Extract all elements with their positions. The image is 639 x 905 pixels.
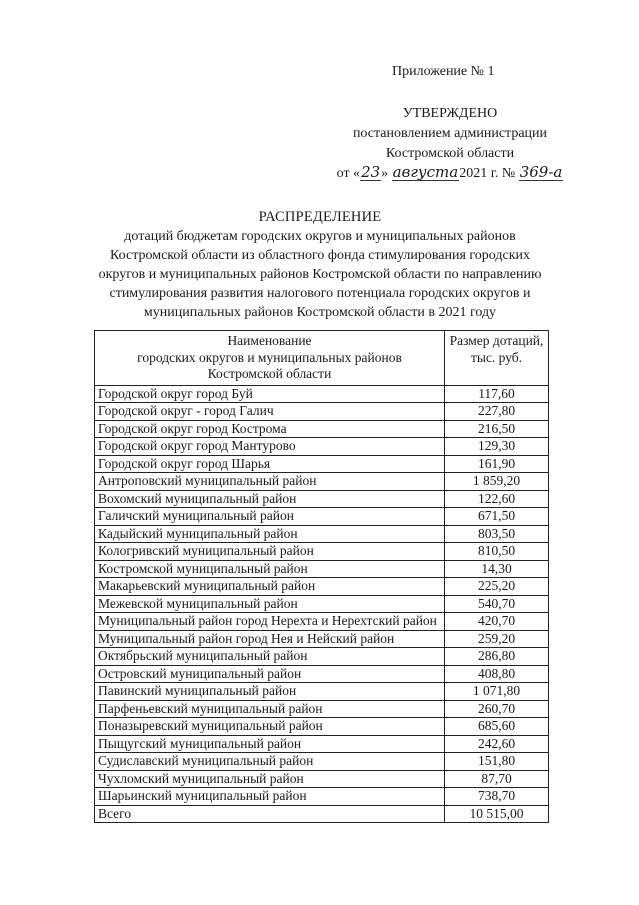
- district-name-cell: Городской округ - город Галич: [95, 403, 445, 421]
- handwritten-month: августа: [392, 163, 459, 181]
- table-row: [95, 613, 549, 631]
- subsidy-amount-cell: 216,50: [445, 420, 549, 438]
- subsidy-amount-cell: 1 071,80: [445, 683, 549, 701]
- table-row: [95, 770, 549, 788]
- district-name-cell: Шарьинский муниципальный район: [95, 788, 445, 806]
- approval-line-1: постановлением администрации: [352, 126, 548, 141]
- subsidy-amount-cell: 242,60: [445, 735, 549, 753]
- table-row: [95, 788, 549, 806]
- table-row: [95, 700, 549, 718]
- subsidy-amount-cell: 803,50: [445, 525, 549, 543]
- table-row: [95, 525, 549, 543]
- district-name-cell: Макарьевский муниципальный район: [95, 578, 445, 596]
- subsidy-amount-cell: 151,80: [445, 753, 549, 771]
- subsidy-amount-cell: 408,80: [445, 665, 549, 683]
- district-name-cell: Судиславский муниципальный район: [95, 753, 445, 771]
- table-row: [95, 630, 549, 648]
- date-quote-close: »: [381, 166, 389, 181]
- header-name-line-1: Наименование: [227, 333, 312, 348]
- district-name-cell: Муниципальный район город Нерехта и Нерехтский район: [95, 613, 445, 631]
- table-row: [95, 560, 549, 578]
- subsidy-amount-cell: 420,70: [445, 613, 549, 631]
- district-name-cell: Пыщугский муниципальный район: [95, 735, 445, 753]
- table-row: [95, 595, 549, 613]
- header-name: [95, 331, 445, 386]
- subsidy-amount-cell: 540,70: [445, 595, 549, 613]
- table-row: [95, 753, 549, 771]
- district-name-cell: Городской округ город Кострома: [95, 420, 445, 438]
- approval-date-line: [300, 164, 600, 184]
- district-name-cell: Всего: [95, 805, 445, 823]
- subsidy-amount-cell: 14,30: [445, 560, 549, 578]
- district-name-cell: Октябрьский муниципальный район: [95, 648, 445, 666]
- heading-line-3: округов и муниципальных районов Костромской области по направлению: [98, 267, 542, 282]
- document-heading: [40, 208, 600, 322]
- subsidy-amount-cell: 259,20: [445, 630, 549, 648]
- approval-block: [300, 104, 600, 184]
- heading-line-2: Костромской области из областного фонда стимулирования городских: [109, 248, 531, 263]
- date-year: 2021 г. №: [459, 166, 516, 181]
- subsidy-amount-cell: 260,70: [445, 700, 549, 718]
- heading-line-4: стимулирования развития налогового потенциала городских округов и: [109, 286, 531, 301]
- header-name-line-2: городских округов и муниципальных районов: [137, 349, 402, 365]
- table-row: [95, 665, 549, 683]
- date-prefix: от «: [336, 166, 361, 181]
- subsidy-amount-cell: 117,60: [445, 385, 549, 403]
- heading-line-5: муниципальных районов Костромской области в 2021 году: [143, 305, 497, 320]
- table-row: [95, 473, 549, 491]
- table-row: [95, 508, 549, 526]
- subsidy-amount-cell: 738,70: [445, 788, 549, 806]
- district-name-cell: Чухломский муниципальный район: [95, 770, 445, 788]
- table-row: [95, 438, 549, 456]
- approved-title: УТВЕРЖДЕНО: [402, 106, 498, 121]
- table-row: [95, 420, 549, 438]
- table-row: [95, 455, 549, 473]
- district-name-cell: Костромской муниципальный район: [95, 560, 445, 578]
- table-row: [95, 718, 549, 736]
- table-row: [95, 578, 549, 596]
- district-name-cell: Городской округ город Мантурово: [95, 438, 445, 456]
- header-amount: [445, 331, 549, 386]
- subsidy-amount-cell: 810,50: [445, 543, 549, 561]
- subsidy-amount-cell: 685,60: [445, 718, 549, 736]
- heading-line-1: дотаций бюджетам городских округов и муниципальных районов: [124, 229, 516, 244]
- district-name-cell: Галичский муниципальный район: [95, 508, 445, 526]
- table-row: [95, 648, 549, 666]
- district-name-cell: Кологривский муниципальный район: [95, 543, 445, 561]
- table-row: [95, 543, 549, 561]
- table-body: [95, 385, 549, 823]
- district-name-cell: Межевской муниципальный район: [95, 595, 445, 613]
- subsidy-table: [94, 330, 549, 823]
- district-name-cell: Вохомский муниципальный район: [95, 490, 445, 508]
- district-name-cell: Кадыйский муниципальный район: [95, 525, 445, 543]
- header-amount-line-1: Размер дотаций,: [449, 333, 544, 348]
- district-name-cell: Павинский муниципальный район: [95, 683, 445, 701]
- subsidy-amount-cell: 671,50: [445, 508, 549, 526]
- table-header-row: [95, 331, 549, 386]
- approval-line-2: Костромской области: [385, 146, 515, 161]
- subsidy-amount-cell: 227,80: [445, 403, 549, 421]
- appendix-label: Приложение № 1: [392, 64, 495, 79]
- table-row: [95, 683, 549, 701]
- district-name-cell: Парфеньевский муниципальный район: [95, 700, 445, 718]
- table-row: [95, 735, 549, 753]
- subsidy-amount-cell: 129,30: [445, 438, 549, 456]
- subsidy-amount-cell: 122,60: [445, 490, 549, 508]
- header-amount-line-2: тыс. руб.: [470, 349, 523, 365]
- table-row: [95, 490, 549, 508]
- table-row: [95, 403, 549, 421]
- subsidy-amount-cell: 87,70: [445, 770, 549, 788]
- table-row: [95, 385, 549, 403]
- district-name-cell: Антроповский муниципальный район: [95, 473, 445, 491]
- heading-title: РАСПРЕДЕЛЕНИЕ: [258, 209, 382, 225]
- subsidy-amount-cell: 225,20: [445, 578, 549, 596]
- district-name-cell: Городской округ город Шарья: [95, 455, 445, 473]
- header-name-line-3: Костромской области: [207, 366, 332, 381]
- subsidy-amount-cell: 1 859,20: [445, 473, 549, 491]
- subsidy-amount-cell: 286,80: [445, 648, 549, 666]
- subsidy-amount-cell: 161,90: [445, 455, 549, 473]
- district-name-cell: Муниципальный район город Нея и Нейский район: [95, 630, 445, 648]
- subsidy-amount-cell: 10 515,00: [445, 805, 549, 823]
- table-total-row: [95, 805, 549, 823]
- district-name-cell: Поназыревский муниципальный район: [95, 718, 445, 736]
- district-name-cell: Городской округ город Буй: [95, 385, 445, 403]
- handwritten-number: 369-а: [519, 163, 563, 181]
- district-name-cell: Островский муниципальный район: [95, 665, 445, 683]
- handwritten-day: 23: [361, 163, 381, 181]
